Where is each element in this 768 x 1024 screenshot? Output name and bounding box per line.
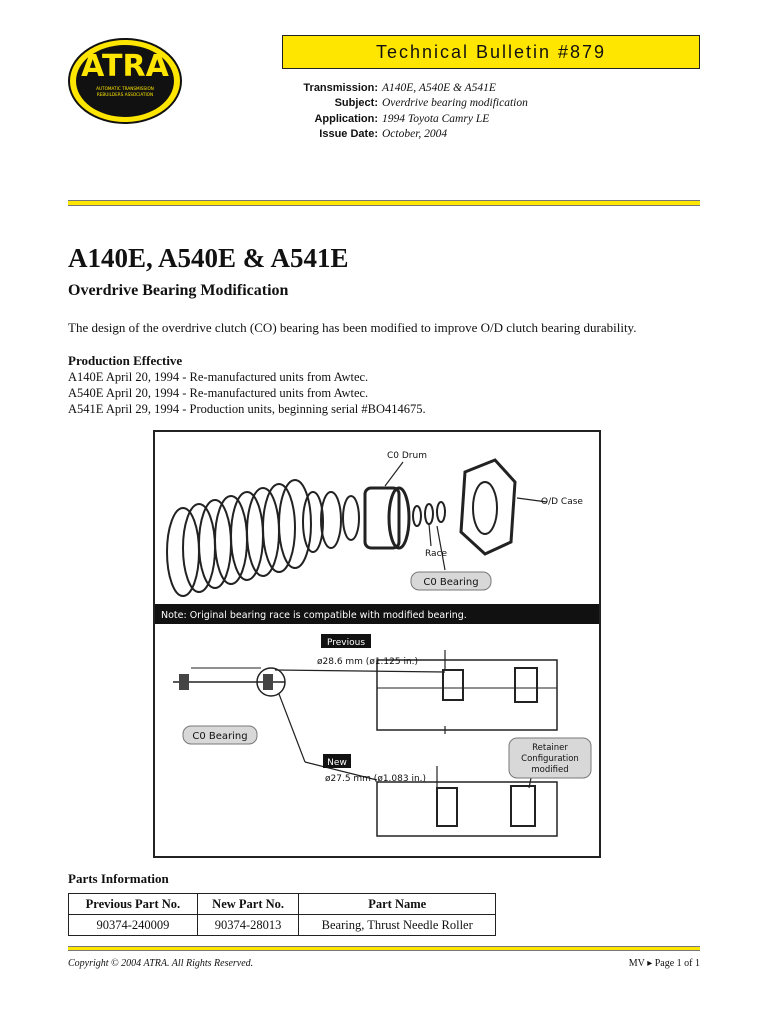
production-line: A540E April 20, 1994 - Re-manufactured units from Awtec.	[68, 386, 369, 400]
parts-table	[68, 893, 496, 936]
copyright: Copyright © 2004 ATRA. All Rights Reserved.	[68, 958, 254, 969]
production-line: A541E April 29, 1994 - Production units, beginning serial #BO414675.	[68, 402, 426, 416]
svg-text:AUTOMATIC TRANSMISSION: AUTOMATIC TRANSMISSION	[96, 86, 154, 91]
label-new: New	[327, 758, 347, 768]
page-number: MV ▸ Page 1 of 1	[628, 958, 700, 969]
page-subtitle: Overdrive Bearing Modification	[68, 282, 289, 299]
label-od-case: O/D Case	[541, 497, 583, 507]
meta-value: October, 2004	[382, 128, 448, 141]
parts-title: Parts Information	[68, 871, 169, 886]
header-divider	[68, 200, 700, 206]
label-previous-dimension: ø28.6 mm (ø1.125 in.)	[317, 657, 419, 667]
label-c0-bearing-top: C0 Bearing	[423, 577, 479, 588]
parts-header-row	[69, 894, 496, 915]
label-race: Race	[425, 549, 448, 559]
meta-label: Application:	[314, 112, 378, 125]
meta-value: 1994 Toyota Camry LE	[382, 112, 490, 125]
production-line: A140E April 20, 1994 - Re-manufactured units from Awtec.	[68, 370, 369, 384]
meta-label: Issue Date:	[319, 128, 378, 141]
meta-value: A140E, A540E & A541E	[382, 81, 496, 94]
meta-value: Overdrive bearing modification	[382, 97, 528, 110]
meta-row-subject	[282, 96, 700, 112]
cell-previous-part: 90374-240009	[69, 915, 198, 936]
label-retainer-3: modified	[531, 765, 569, 775]
meta-label: Transmission:	[303, 81, 378, 94]
label-retainer-2: Configuration	[521, 754, 579, 764]
svg-text:REBUILDERS ASSOCIATION: REBUILDERS ASSOCIATION	[96, 92, 154, 97]
label-c0-bearing-bottom: C0 Bearing	[192, 731, 248, 742]
col-new-part: New Part No.	[197, 894, 299, 915]
label-previous: Previous	[326, 638, 366, 648]
label-c0-drum: C0 Drum	[387, 451, 427, 461]
label-retainer-1: Retainer	[532, 743, 568, 753]
atra-logo	[68, 38, 182, 124]
meta-label: Subject:	[334, 97, 378, 110]
bulletin-title: Technical Bulletin #879	[375, 41, 607, 62]
page-title: A140E, A540E & A541E	[68, 243, 349, 273]
label-new-dimension: ø27.5 mm (ø1.083 in.)	[325, 774, 427, 784]
bulletin-meta	[282, 80, 700, 142]
meta-row-transmission	[282, 80, 700, 96]
meta-row-issue-date	[282, 127, 700, 143]
footer-divider	[68, 946, 700, 951]
table-row	[69, 915, 496, 936]
col-previous-part: Previous Part No.	[69, 894, 198, 915]
bearing-diagram	[153, 430, 601, 858]
bulletin-title-box	[282, 35, 700, 69]
cell-part-name: Bearing, Thrust Needle Roller	[299, 915, 496, 936]
production-effective	[68, 353, 426, 417]
cell-new-part: 90374-28013	[197, 915, 299, 936]
meta-row-application	[282, 111, 700, 127]
note-text: Note: Original bearing race is compatible with modified bearing.	[161, 610, 467, 621]
intro-paragraph: The design of the overdrive clutch (CO) bearing has been modified to improve O/D clutch bearing durability.	[68, 320, 637, 335]
production-title: Production Effective	[68, 353, 183, 368]
col-part-name: Part Name	[299, 894, 496, 915]
logo-text: ATRA	[81, 49, 169, 84]
